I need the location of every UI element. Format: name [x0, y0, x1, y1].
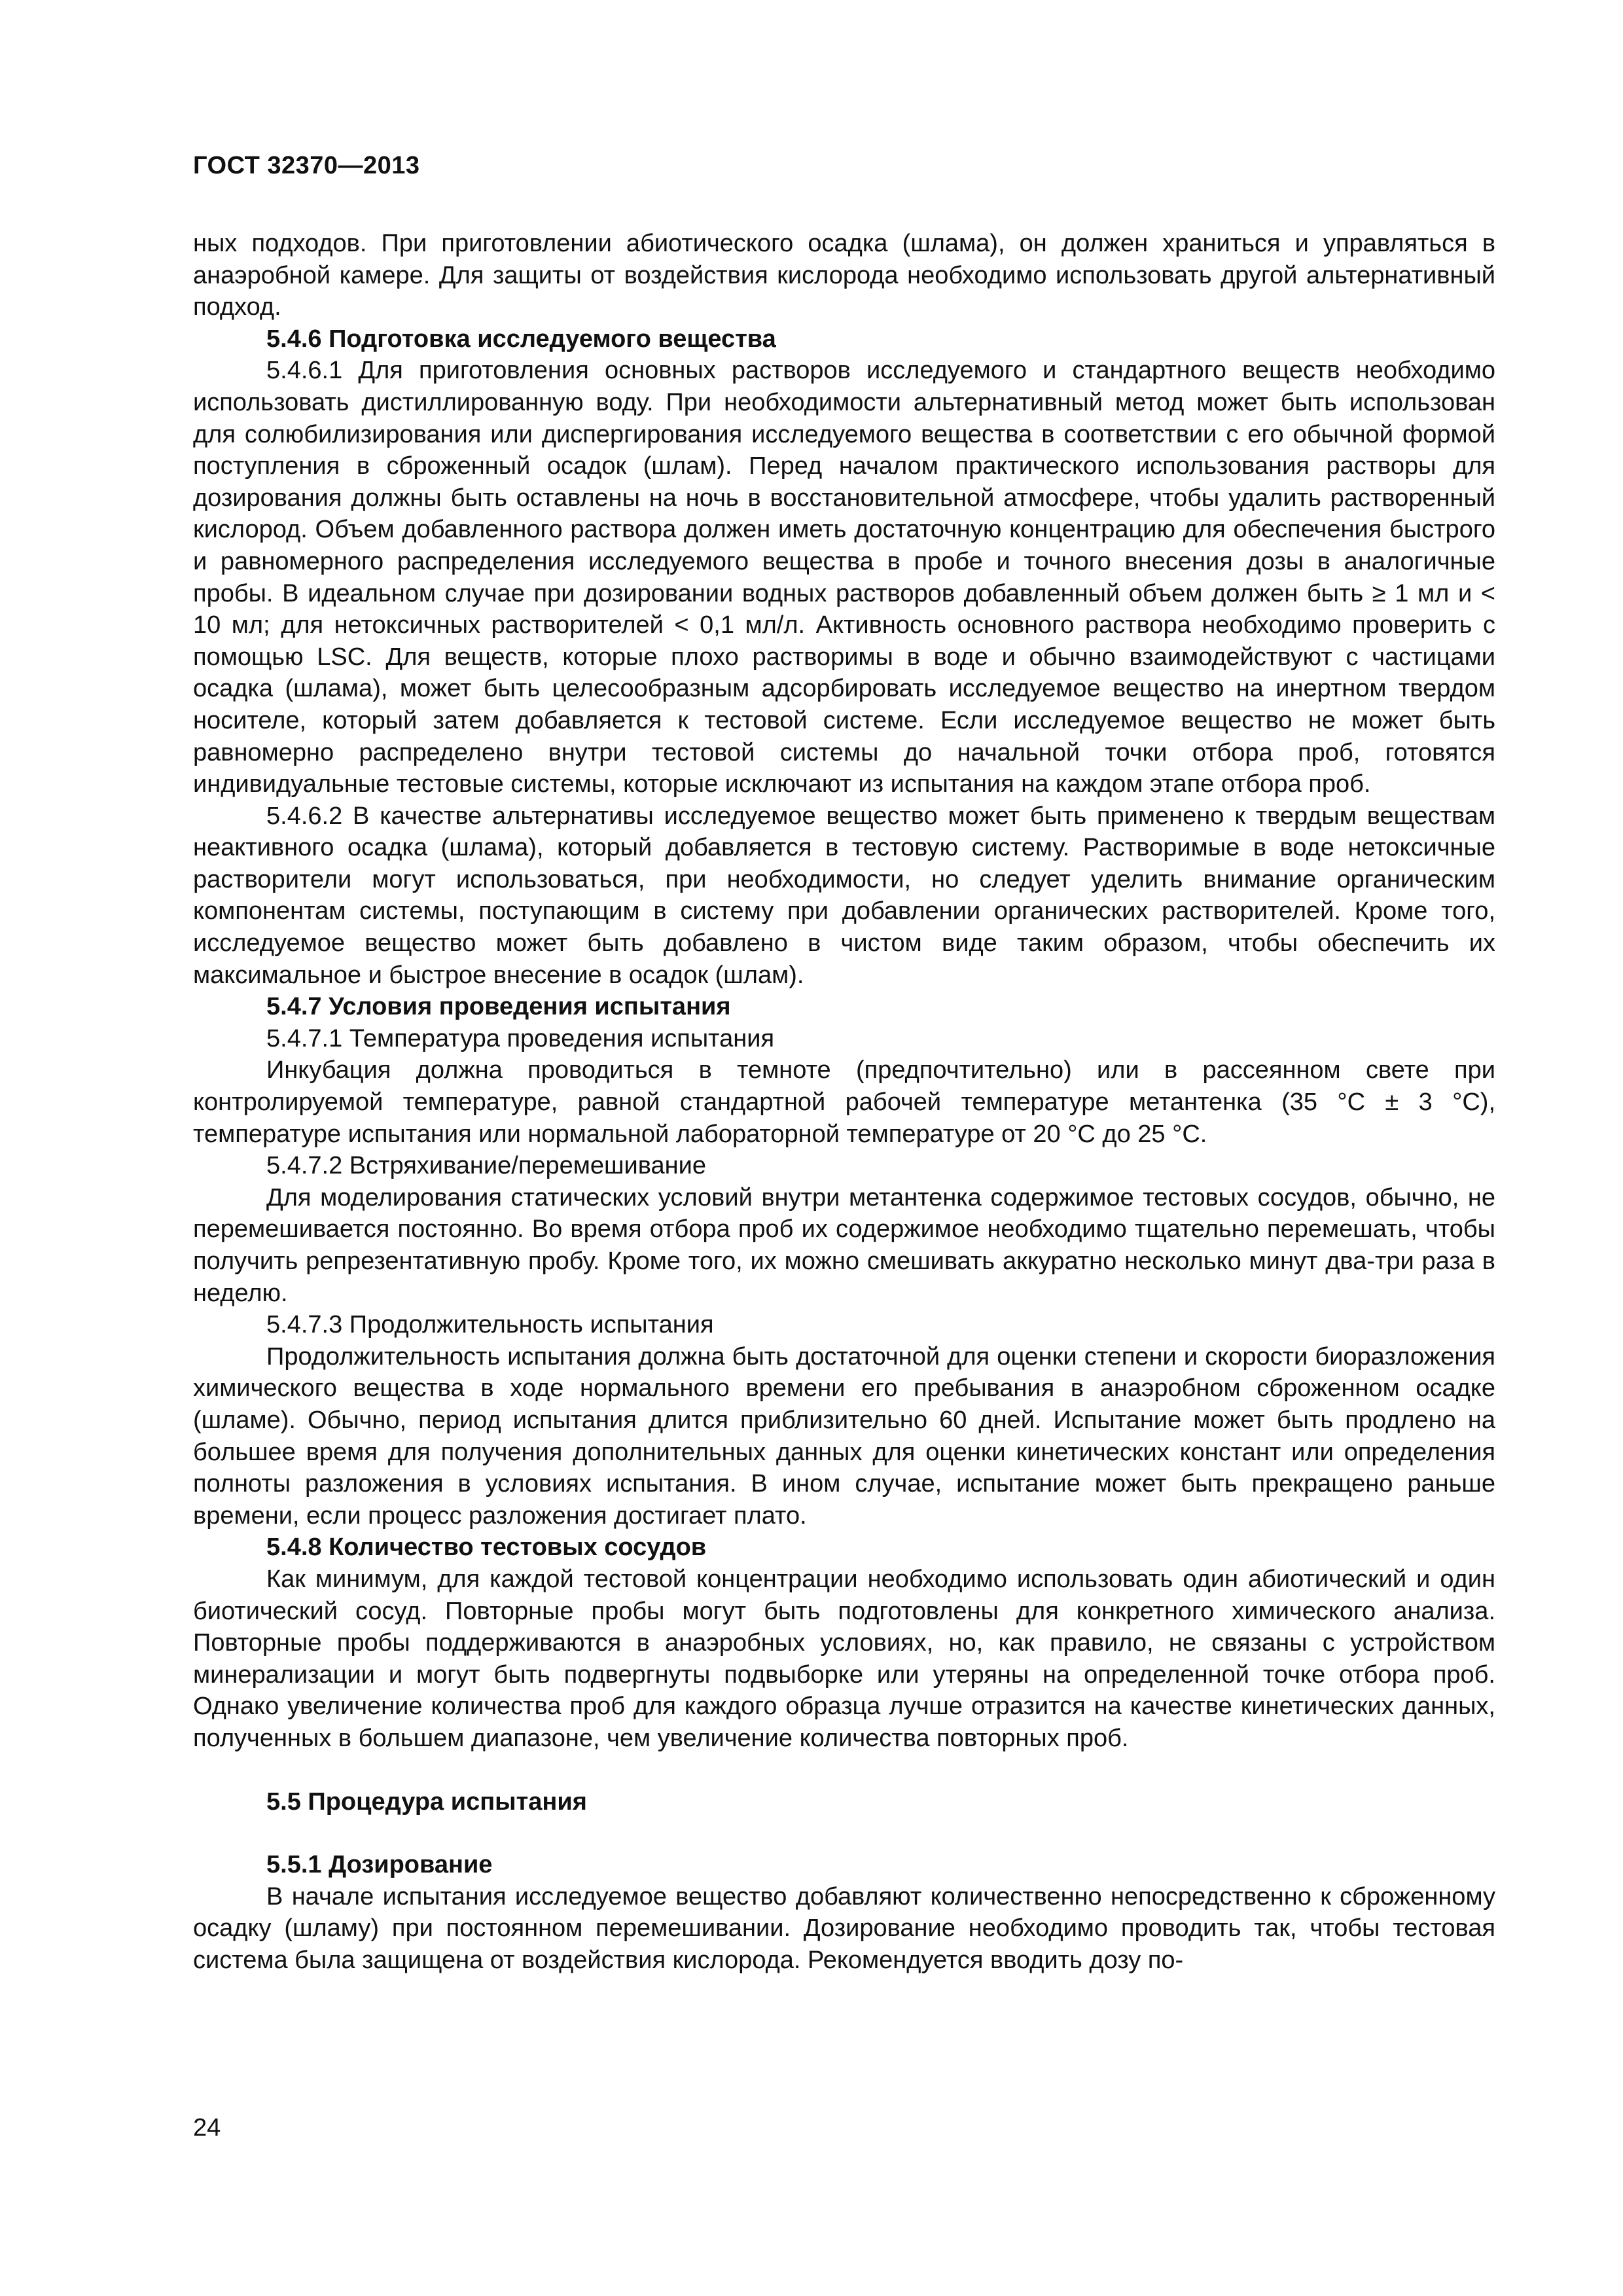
document-body	[193, 228, 1495, 1976]
paragraph-5-4-6-1: 5.4.6.1 Для приготовления основных растворов исследуемого и стандартного веществ необходимо использовать дистиллированную воду. При необходимости альтернативный метод может быть использован для солюбилизирования или диспергирования исследуемого вещества в соответствии с его обычной формой поступления в сброженный осадок (шлам). Перед началом практического использования растворы для дозирования должны быть оставлены на ночь в восстановительной атмосфере, чтобы удалить растворенный кислород. Объем добавленного раствора должен иметь достаточную концентрацию для обеспечения быстрого и равномерного распределения исследуемого вещества в пробе и точного внесения дозы в аналогичные пробы. В идеальном случае при дозировании водных растворов добавленный объем должен быть ≥ 1 мл и < 10 мл; для нетоксичных растворителей < 0,1 мл/л. Активность основного раствора необходимо проверить с помощью LSC. Для веществ, которые плохо растворимы в воде и обычно взаимодействуют с частицами осадка (шлама), может быть целесообразным адсорбировать исследуемое вещество на инертном твердом носителе, который затем добавляется к тестовой системе. Если исследуемое вещество не может быть равномерно распределено внутри тестовой системы до начальной точки отбора проб, готовятся индивидуальные тестовые системы, которые исключают из испытания на каждом этапе отбора проб.	[193, 357, 1495, 798]
subsection-heading-5-4-7-2: 5.4.7.2 Встряхивание/перемешивание	[266, 1152, 707, 1180]
section-heading-5-4-8: 5.4.8 Количество тестовых сосудов	[266, 1534, 707, 1562]
paragraph-5-4-6-2: 5.4.6.2 В качестве альтернативы исследуемое вещество может быть применено к твердым веществам неактивного осадка (шлама), который добавляется в тестовую систему. Растворимые в воде нетоксичные растворители могут использоваться, при необходимости, но следует уделить внимание органическим компонентам системы, поступающим в систему при добавлении органических растворителей. Кроме того, исследуемое вещество может быть добавлено в чистом виде таким образом, чтобы обеспечить их максимальное и быстрое внесение в осадок (шлам).	[193, 802, 1495, 989]
subsection-heading-5-4-7-1: 5.4.7.1 Температура проведения испытания	[266, 1024, 775, 1052]
paragraph-5-5-1: В начале испытания исследуемое вещество добавляют количественно непосредственно к сброженному осадку (шламу) при постоянном перемешивании. Дозирование необходимо проводить так, чтобы тестовая система была защищена от воздействия кислорода. Рекомендуется вводить дозу по-	[193, 1882, 1495, 1974]
section-heading-5-5: 5.5 Процедура испытания	[266, 1787, 587, 1816]
page-number: 24	[193, 2114, 221, 2142]
section-heading-5-4-7: 5.4.7 Условия проведения испытания	[266, 993, 731, 1021]
paragraph-5-4-8: Как минимум, для каждой тестовой концентрации необходимо использовать один абиотический и один биотический сосуд. Повторные пробы могут быть подготовлены для конкретного химического анализа. Повторные пробы поддерживаются в анаэробных условиях, но, как правило, не связаны с устройством минерализации и могут быть подвергнуты подвыборке или утеряны на определенной точке отбора проб. Однако увеличение количества проб для каждого образца лучше отразится на качестве кинетических данных, полученных в большем диапазоне, чем увеличение количества повторных проб.	[193, 1565, 1495, 1752]
paragraph-continuation: ных подходов. При приготовлении абиотического осадка (шлама), он должен храниться и управляться в анаэробной камере. Для защиты от воздействия кислорода необходимо использовать другой альтернативный подход.	[193, 230, 1495, 321]
paragraph-5-4-7-1: Инкубация должна проводиться в темноте (предпочтительно) или в рассеянном свете при контролируемой температуре, равной стандартной рабочей температуре метантенка (35 °С ± 3 °С), температуре испытания или нормальной лабораторной температуре от 20 °С до 25 °С.	[193, 1056, 1495, 1148]
paragraph-5-4-7-2: Для моделирования статических условий внутри метантенка содержимое тестовых сосудов, обычно, не перемешивается постоянно. Во время отбора проб их содержимое необходимо тщательно перемешать, чтобы получить репрезентативную пробу. Кроме того, их можно смешивать аккуратно несколько минут два-три раза в неделю.	[193, 1183, 1495, 1307]
section-heading-5-4-6: 5.4.6 Подготовка исследуемого вещества	[266, 325, 776, 353]
subsection-heading-5-4-7-3: 5.4.7.3 Продолжительность испытания	[266, 1311, 714, 1339]
section-heading-5-5-1: 5.5.1 Дозирование	[266, 1851, 493, 1879]
paragraph-5-4-7-3: Продолжительность испытания должна быть достаточной для оценки степени и скорости биоразложения химического вещества в ходе нормального времени его пребывания в анаэробном сброженном осадке (шламе). Обычно, период испытания длится приблизительно 60 дней. Испытание может быть продлено на большее время для получения дополнительных данных для оценки кинетических констант или определения полноты разложения в условиях испытания. В ином случае, испытание может быть прекращено раньше времени, если процесс разложения достигает плато.	[193, 1342, 1495, 1530]
document-header-code: ГОСТ 32370—2013	[193, 152, 420, 179]
